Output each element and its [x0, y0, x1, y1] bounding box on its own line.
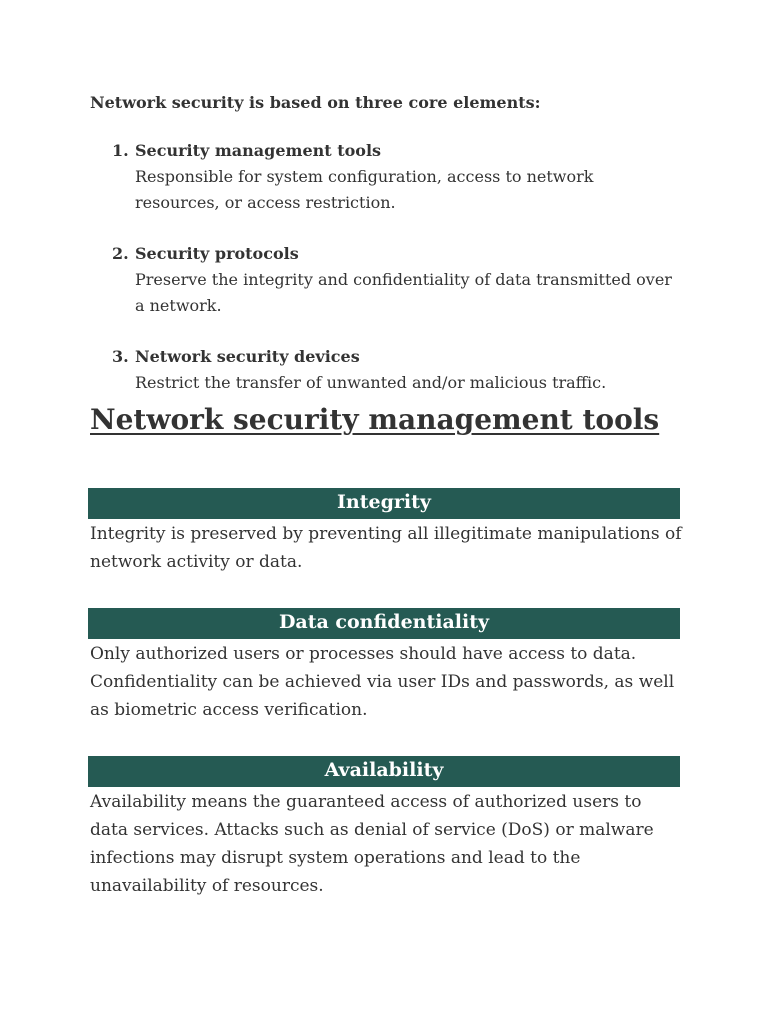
list-item	[90, 241, 682, 319]
list-item-number: 3.	[112, 347, 129, 366]
section-heading: Network security management tools	[90, 403, 660, 436]
list-item-description: Responsible for system configuration, access to network resources, or access restriction.	[135, 167, 594, 212]
block-title-band: Availability	[88, 756, 680, 787]
list-item-title: Network security devices	[135, 347, 360, 366]
block-title-band: Data confidentiality	[88, 608, 680, 639]
list-item	[90, 138, 682, 216]
list-item-title: Security protocols	[135, 244, 299, 263]
list-item-number: 2.	[112, 244, 129, 263]
list-item-description: Preserve the integrity and confidentiality of data transmitted over a network.	[135, 270, 672, 315]
availability-block	[90, 756, 682, 900]
intro-text: Network security is based on three core elements:	[90, 93, 541, 112]
list-item-title: Security management tools	[135, 141, 382, 160]
list-item	[90, 344, 682, 396]
block-title-band: Integrity	[88, 488, 680, 519]
confidentiality-block	[90, 608, 682, 724]
integrity-block	[90, 488, 682, 576]
block-text: Only authorized users or processes should have access to data. Confidentiality can be achieved via user IDs and passwords, as well as biometric access verification.	[90, 644, 675, 720]
list-item-number: 1.	[112, 141, 129, 160]
core-elements-list	[90, 138, 682, 396]
block-text: Integrity is preserved by preventing all illegitimate manipulations of network activity or data.	[90, 524, 682, 572]
list-item-description: Restrict the transfer of unwanted and/or malicious traffic.	[135, 373, 607, 392]
block-text: Availability means the guaranteed access of authorized users to data services. Attacks such as denial of service (DoS) or malware infections may disrupt system operations and lead to the unavailability of resources.	[90, 792, 654, 896]
document-page	[90, 90, 682, 900]
